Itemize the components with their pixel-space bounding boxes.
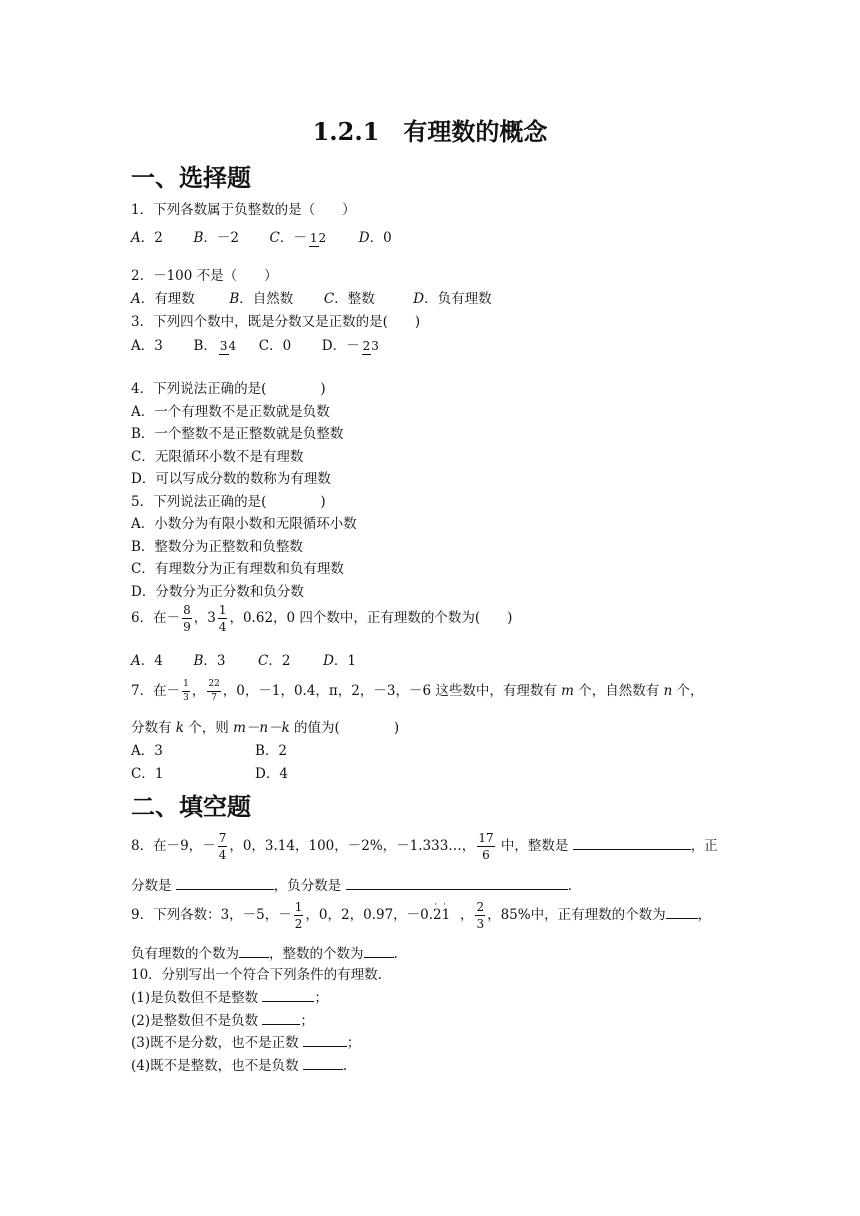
option-a: A．3: [131, 338, 163, 354]
question-10-stem: 10．分别写出一个符合下列条件的有理数.: [131, 967, 382, 983]
option-a: A．4: [131, 653, 163, 669]
page-title: 1.2.1 有理数的概念: [312, 117, 548, 146]
question-10-item-3: (3)既不是分数，也不是正数 ；: [131, 1035, 361, 1051]
question-4-option-b: B．一个整数不是正整数就是负整数: [131, 426, 344, 442]
option-c: C．0: [258, 338, 292, 354]
question-6-options: [131, 649, 356, 669]
option-c: C．2: [258, 653, 291, 669]
answer-blank[interactable]: [303, 1057, 343, 1070]
repeating-dots: ··: [434, 900, 452, 910]
option-a: A．2: [131, 230, 163, 246]
fraction: 12: [309, 231, 327, 245]
question-7-stem-line2: 分数有 k 个，则 m－n－k 的值为( ): [131, 720, 400, 736]
option-c: C．－ 12: [269, 230, 327, 246]
option-a: A．有理数: [131, 291, 195, 307]
question-4-stem: 4．下列说法正确的是( ): [131, 381, 326, 397]
answer-blank[interactable]: [666, 906, 698, 919]
option-c: C．整数: [323, 291, 375, 307]
question-5-option-b: B．整数分为正整数和负整数: [131, 539, 303, 555]
question-7-option-c: C．1: [131, 766, 164, 782]
question-7-option-d: D．4: [255, 766, 288, 782]
question-4-option-a: A．一个有理数不是正数就是负数: [131, 404, 330, 420]
option-b: B．自然数: [229, 291, 294, 307]
question-8-stem-line2: 分数是 ，负分数是 .: [131, 878, 572, 894]
question-5-stem: 5．下列说法正确的是( ): [131, 494, 326, 510]
option-b: B． 34: [193, 338, 237, 354]
question-2-stem: 2．－100 不是（ ）: [131, 268, 278, 284]
fraction: 34: [219, 339, 237, 353]
question-8-stem-line1: 8．在－9，－ $\frac{7}{4}$ ，0，3.14，100，－2%，－1.333…， $\frac{17}{6}$ 中，整数是 ，正: [131, 831, 718, 862]
question-1-stem: 1．下列各数属于负整数的是（ ）: [131, 202, 356, 218]
question-6-stem: 6．在－ $\frac{8}{9}$ ，3 $\frac{1}{4}$ ，0.62，0 四个数中，正有理数的个数为( ): [131, 603, 513, 634]
section-heading-fill: 二、填空题: [131, 793, 251, 821]
fraction: $\frac{1}{3}$: [183, 679, 189, 703]
section-heading-choice: 一、选择题: [131, 164, 251, 192]
fraction: 23: [362, 339, 379, 353]
fraction: $\frac{8}{9}$: [183, 603, 191, 634]
question-5-option-d: D．分数分为正分数和负分数: [131, 584, 304, 600]
option-d: D．负有理数: [413, 291, 492, 307]
question-4-option-c: C．无限循环小数不是有理数: [131, 449, 304, 465]
option-b: B．3: [193, 653, 226, 669]
fraction: $\frac{17}{6}$: [478, 831, 494, 862]
question-5-option-a: A．小数分为有限小数和无限循环小数: [131, 516, 357, 532]
question-3-stem: 3．下列四个数中，既是分数又是正数的是( ): [131, 314, 421, 330]
answer-blank[interactable]: [262, 989, 314, 1002]
fraction: $\frac{22}{7}$: [208, 679, 220, 703]
option-d: D．1: [323, 653, 356, 669]
fraction: $\frac{1}{2}$: [294, 900, 303, 931]
question-10-item-4: (4)既不是整数，也不是负数 .: [131, 1058, 348, 1074]
answer-blank[interactable]: [262, 1012, 300, 1025]
answer-blank[interactable]: [573, 837, 691, 850]
question-9-stem-line1: 9．下列各数：3，－5，－ $\frac{1}{2}$ ，0，2，0.97，－0.21··， $\frac{2}{3}$ ，85%中，正有理数的个数为 ，: [131, 900, 712, 931]
question-1-options: [131, 226, 392, 247]
question-7-option-b: B．2: [255, 743, 288, 759]
question-10-item-2: (2)是整数但不是负数 ；: [131, 1013, 314, 1029]
fraction: $\frac{1}{4}$: [218, 603, 227, 634]
question-5-option-c: C．有理数分为正有理数和负有理数: [131, 561, 344, 577]
question-7-stem-line1: 7．在－ $\frac{1}{3}$ ， $\frac{22}{7}$ ，0，－1，0.4，π，2，－3，－6 这些数中，有理数有 m 个，自然数有 n 个，: [131, 679, 704, 703]
answer-blank[interactable]: [303, 1034, 347, 1047]
answer-blank[interactable]: [239, 945, 269, 958]
question-10-item-1: (1)是负数但不是整数 ；: [131, 990, 328, 1006]
question-2-options: [131, 287, 492, 307]
answer-blank[interactable]: [346, 877, 568, 890]
fraction: $\frac{7}{4}$: [218, 831, 227, 862]
fraction: $\frac{2}{3}$: [476, 900, 485, 931]
option-d: D．－ 23: [321, 338, 379, 354]
question-4-option-d: D．可以写成分数的数称为有理数: [131, 471, 331, 487]
question-7-option-a: A．3: [131, 743, 163, 759]
option-d: D．0: [358, 230, 392, 246]
option-b: B．－2: [193, 230, 239, 246]
question-3-options: [131, 334, 381, 355]
answer-blank[interactable]: [176, 877, 274, 890]
answer-blank[interactable]: [364, 945, 394, 958]
question-9-stem-line2: 负有理数的个数为 ，整数的个数为 .: [131, 946, 398, 962]
